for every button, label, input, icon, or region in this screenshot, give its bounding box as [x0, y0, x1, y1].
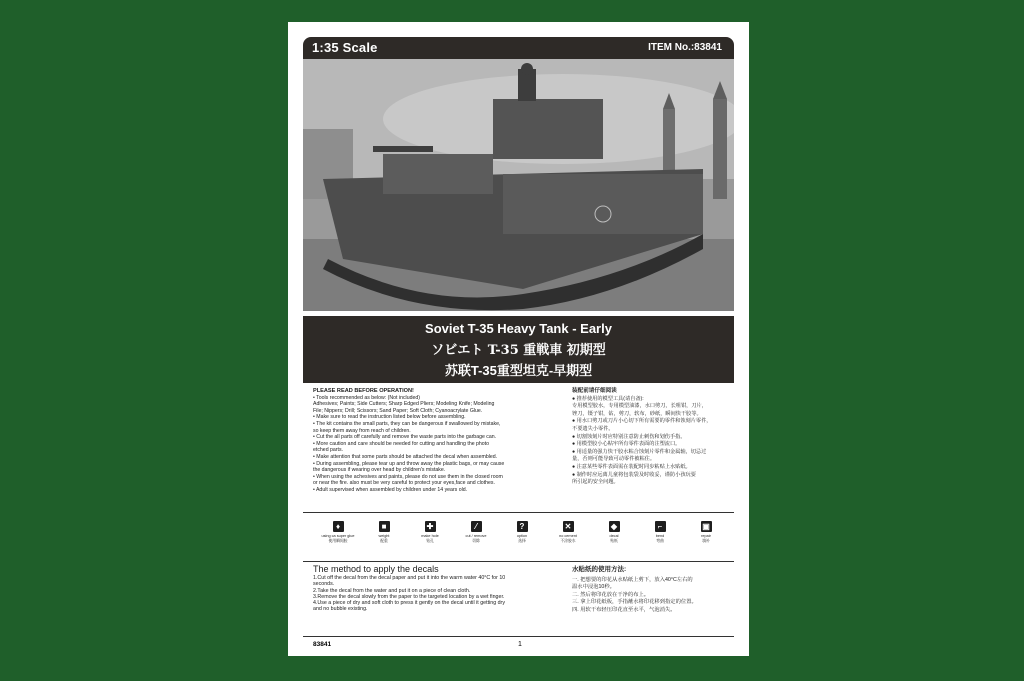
legend-item	[453, 519, 499, 544]
instruction-line: 不要遗失小零件。	[572, 425, 614, 432]
legend-label: weight	[378, 534, 390, 538]
instruction-line: ● 用水口剪刀或刀片小心切下所有需要的零件和蚀刻片零件，	[572, 418, 712, 425]
instruction-line: ● 切割蚀刻片时应特别注意防止刺伤和划伤手指。	[572, 433, 686, 440]
legend-label: option	[516, 534, 528, 538]
weight-icon: ■	[379, 521, 390, 532]
title-english: Soviet T-35 Heavy Tank - Early	[425, 321, 612, 336]
legend-item	[499, 519, 545, 544]
instruction-line: the dangerous if wearing over head by children's mistake.	[313, 467, 446, 474]
option-icon: ?	[517, 521, 528, 532]
decal-method-english	[313, 566, 543, 612]
divider	[303, 512, 734, 513]
instruction-line: etched parts.	[313, 447, 343, 454]
decal-icon: ◆	[609, 521, 620, 532]
decal-step: seconds.	[313, 581, 335, 588]
instruction-line: Adhesives; Paints; Side Cutters; Sharp Edged Pliers; Modeling Knife; Modeling	[313, 401, 495, 408]
legend-label-zh: 选择	[518, 539, 526, 543]
bend-icon: ⌐	[655, 521, 666, 532]
decal-step: 3.Remove the decal slowly from the paper to the targeted location by a wet finger.	[313, 593, 505, 600]
legend-label-zh: 填补	[702, 539, 710, 543]
instruction-line: • Make sure to read the instruction listed below before assembling.	[313, 414, 466, 421]
legend-item	[637, 519, 683, 544]
decal-step: 1.Cut off the decal from the decal paper and put it into the warm water 40°C for 10	[313, 575, 506, 582]
no-cement-icon: ✕	[563, 521, 574, 532]
decal-heading-zh: 水贴纸的使用方法:	[572, 566, 627, 573]
legend-label-zh: 不涂胶水	[560, 539, 576, 543]
instructions-english	[313, 388, 528, 494]
legend-item	[545, 519, 591, 544]
scale-label: 1:35 Scale	[312, 40, 378, 55]
tank-illustration	[303, 59, 734, 311]
box-art-image	[303, 59, 734, 311]
instructions-chinese	[572, 388, 732, 487]
instruction-line: ● 注意某些零件表面需在装配时同步粘贴上水贴纸。	[572, 463, 691, 470]
instructions-heading-zh: 装配前请仔细阅读	[572, 388, 617, 394]
legend-label-zh: 配重	[380, 539, 388, 543]
title-chinese: 苏联T-35重型坦克-早期型	[444, 363, 593, 378]
decal-step: 三. 拿上印花纸板，手指蘸水将印花移到指定的位置。	[572, 599, 697, 606]
instruction-line: ● 制作时应远离儿童将包装袋及时收妥，谨防小孩玩耍	[572, 471, 696, 478]
legend-label-zh: 钻孔	[426, 539, 434, 543]
instruction-line: 量，否则可能导致可动零件被粘住。	[572, 456, 656, 463]
footer-item-code: 83841	[313, 641, 332, 648]
decal-step: and no bubble existing.	[313, 606, 368, 613]
instruction-line: or near the fire. also must be very careful to protect your eyes,face and clothes.	[313, 480, 495, 487]
instruction-line: ● 用模型胶小心粘牢所有零件表面的注塑流口。	[572, 441, 681, 448]
decal-method-chinese	[572, 566, 732, 615]
legend-label: repair	[701, 534, 711, 538]
legend-item	[407, 519, 453, 544]
instructions-heading: PLEASE READ BEFORE OPERATION!	[313, 388, 414, 394]
legend-item	[591, 519, 637, 544]
instruction-line: File; Nippers; Drill; Scissors; Sand Paper; Soft Cloth; Cyanoacrylate Glue.	[313, 407, 483, 414]
decal-step: 四. 用软干布轻压印花直至水平，气泡消失。	[572, 606, 676, 613]
legend-item	[683, 519, 729, 544]
instruction-line: • Adult supervised when assembled by children under 14 years old.	[313, 486, 468, 493]
instruction-line: • During assembling, please tear up and throw away the plastic bags, or may cause	[313, 460, 505, 467]
legend-item	[315, 519, 361, 544]
instruction-line: • More caution and care should be needed for cutting and handling the photo	[313, 440, 490, 447]
decal-step: 2.Take the decal from the water and put it on a piece of clean cloth.	[313, 587, 471, 594]
instruction-line: so keep them away from reach of children.	[313, 427, 411, 434]
legend-label: no cement	[559, 534, 577, 538]
legend-label: decal	[609, 534, 619, 538]
item-number: ITEM No.:83841	[648, 42, 722, 53]
instruction-line: 专用模型胶水，专用模型油漆，水口剪刀，长咀钳，刀片，	[572, 403, 707, 410]
glue-icon: ♦	[333, 521, 344, 532]
symbol-legend	[303, 519, 734, 559]
instruction-line: 所引起的安全问题。	[572, 479, 619, 486]
legend-label-zh: 使用瞬间胶	[328, 539, 348, 543]
legend-label: using ca super glue	[321, 534, 355, 538]
instruction-line: • The kit contains the small parts, they can be dangerous if swallowed by mistake,	[313, 420, 501, 427]
decal-step: 4.Use a piece of dry and soft cloth to press it gently on the decal until it getting dry	[313, 600, 505, 607]
instruction-line: ● 用适量的强力快干胶水粘合蚀刻片零件和金属轴，切忌过	[572, 448, 707, 455]
make-hole-icon: ✚	[425, 521, 436, 532]
header-bar	[303, 37, 734, 59]
decal-step: 一. 把想要的印花从水贴纸上剪下，放入40°C左右的	[572, 576, 693, 583]
decal-step: 二. 然后将印花放在干净的布上。	[572, 591, 650, 598]
legend-label-zh: 切除	[472, 539, 480, 543]
title-band	[303, 316, 734, 383]
legend-label: make hole	[421, 534, 439, 538]
legend-label-zh: 贴纸	[610, 539, 618, 543]
decal-heading: The method to apply the decals	[313, 564, 439, 574]
repair-icon: ▣	[702, 522, 710, 531]
divider	[303, 561, 734, 562]
cut-remove-icon: ⁄	[471, 521, 482, 532]
legend-label-zh: 弯曲	[656, 539, 664, 543]
instruction-line: • Make attention that some parts should be attached the decal when assembled.	[313, 453, 498, 460]
page-number: 1	[518, 641, 522, 648]
legend-item	[361, 519, 407, 544]
legend-label: bend	[655, 534, 665, 538]
footer-divider	[303, 636, 734, 637]
instruction-line: • Cut the all parts off carefully and remove the waste parts into the garbage can.	[313, 434, 497, 441]
instruction-line: • Tools recommended as below: (Not included)	[313, 394, 420, 401]
instruction-line: ● 推荐使用的模型工具(请自备):	[572, 395, 644, 402]
instruction-line: • When using the achesives and paints, please do not use them in the closed room	[313, 473, 503, 480]
instruction-line: 锉刀，镊子钳，钻，剪刀，软布，砂纸，瞬间快干胶等。	[572, 410, 702, 417]
title-japanese: ソビエト T-35 重戦車 初期型	[431, 343, 606, 358]
legend-label: cut / remove	[465, 534, 487, 538]
decal-step: 温水中浸泡10秒。	[572, 584, 615, 591]
